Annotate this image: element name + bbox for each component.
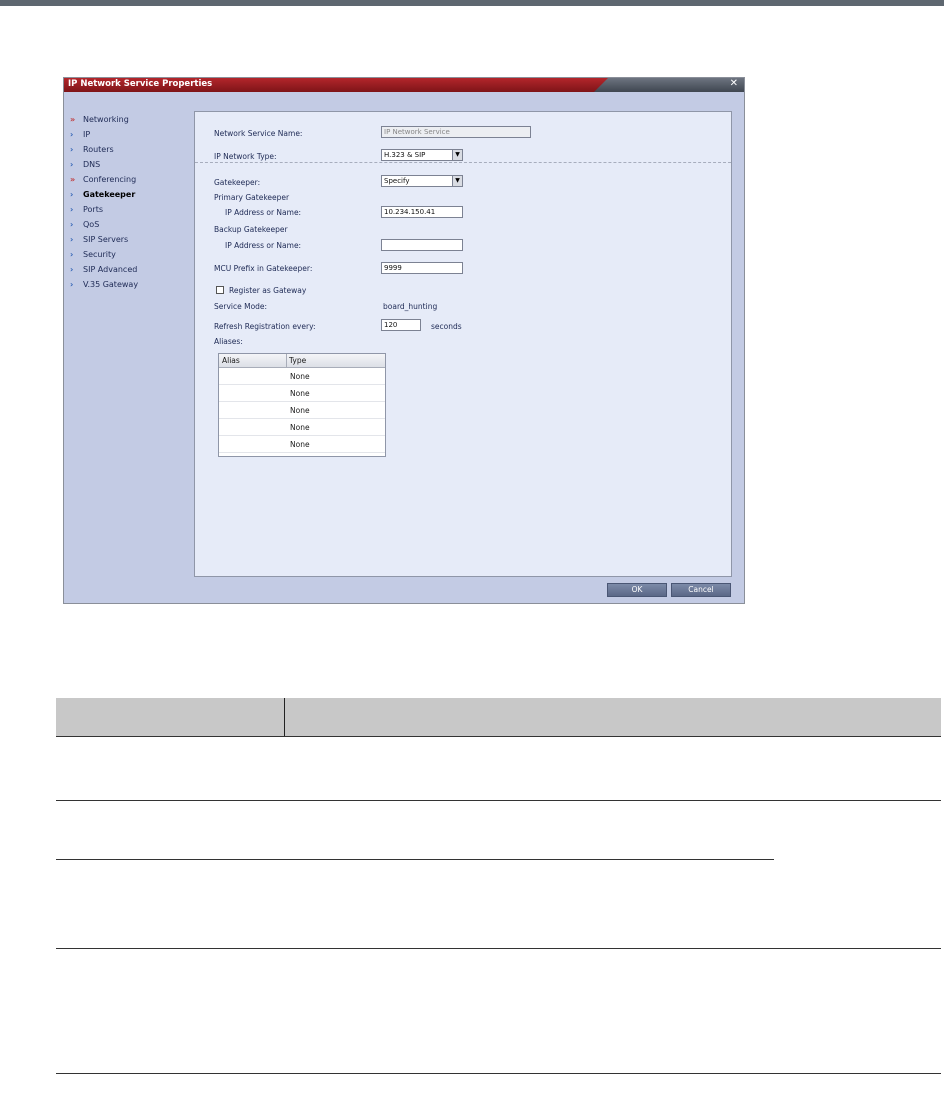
type-cell: None (290, 389, 310, 398)
gatekeeper-panel (194, 111, 732, 577)
alias-column-header[interactable]: Alias (222, 356, 240, 365)
sidebar-item-label: Conferencing (83, 175, 137, 184)
sidebar-item-label: Security (83, 250, 116, 259)
backup-ip-field[interactable] (381, 239, 463, 251)
sidebar-item-label: SIP Advanced (83, 265, 138, 274)
primary-gatekeeper-label: Primary Gatekeeper (214, 193, 290, 202)
sidebar-item-sip-servers[interactable] (70, 232, 190, 247)
aliases-table-body (219, 368, 385, 453)
doc-table-header-divider (284, 698, 285, 736)
sidebar-item-label: DNS (83, 160, 101, 169)
sidebar-item-routers[interactable] (70, 142, 190, 157)
sidebar-item-label: Routers (83, 145, 114, 154)
register-gateway-checkbox[interactable] (216, 286, 224, 294)
type-cell: None (290, 406, 310, 415)
register-gateway-label: Register as Gateway (229, 286, 307, 295)
ip-network-service-dialog (63, 77, 745, 604)
page-top-rule (0, 0, 944, 6)
doc-table-row-rule (56, 736, 941, 737)
doc-table-header (56, 698, 941, 736)
sidebar-item-qos[interactable] (70, 217, 190, 232)
sidebar-item-label: Gatekeeper (83, 190, 136, 199)
sidebar-item-label: Ports (83, 205, 104, 214)
sidebar-item-security[interactable] (70, 247, 190, 262)
titlebar-accent (594, 78, 744, 92)
close-icon[interactable]: ✕ (729, 78, 738, 89)
dialog-title: IP Network Service Properties (68, 79, 213, 89)
refresh-registration-label: Refresh Registration every: (214, 322, 316, 331)
mcu-prefix-field[interactable]: 9999 (381, 262, 463, 274)
aliases-label: Aliases: (214, 337, 243, 346)
table-row[interactable] (219, 368, 385, 385)
chevron-right-icon: › (70, 250, 74, 259)
chevron-right-icon: › (70, 235, 74, 244)
chevron-right-icon: › (70, 160, 74, 169)
cancel-button[interactable]: Cancel (671, 583, 731, 597)
sidebar-item-dns[interactable] (70, 157, 190, 172)
backup-ip-label: IP Address or Name: (225, 241, 302, 250)
table-row[interactable] (219, 419, 385, 436)
doc-table-row-rule (56, 948, 941, 949)
chevron-right-icon: › (70, 190, 74, 199)
aliases-table (218, 353, 386, 457)
chevron-right-icon: › (70, 220, 74, 229)
sidebar-nav (70, 112, 190, 292)
type-cell: None (290, 372, 310, 381)
sidebar-item-v-35-gateway[interactable] (70, 277, 190, 292)
sidebar-item-label: SIP Servers (83, 235, 129, 244)
backup-gatekeeper-label: Backup Gatekeeper (214, 225, 288, 234)
refresh-registration-field[interactable]: 120 (381, 319, 421, 331)
primary-ip-label: IP Address or Name: (225, 208, 302, 217)
refresh-unit-label: seconds (431, 322, 462, 331)
table-row[interactable] (219, 402, 385, 419)
double-chevron-right-icon: » (70, 115, 76, 124)
section-divider (195, 162, 731, 163)
sidebar-item-networking[interactable] (70, 112, 190, 127)
aliases-table-header (219, 354, 385, 368)
sidebar-item-ports[interactable] (70, 202, 190, 217)
sidebar-item-conferencing[interactable] (70, 172, 190, 187)
chevron-right-icon: › (70, 205, 74, 214)
type-cell: None (290, 440, 310, 449)
mcu-prefix-label: MCU Prefix in Gatekeeper: (214, 264, 313, 273)
sidebar-item-gatekeeper[interactable] (70, 187, 190, 202)
ip-network-type-label: IP Network Type: (214, 152, 277, 161)
service-mode-label: Service Mode: (214, 302, 268, 311)
table-row[interactable] (219, 436, 385, 453)
sidebar-item-ip[interactable] (70, 127, 190, 142)
ip-network-type-value: H.323 & SIP (384, 151, 426, 159)
chevron-down-icon[interactable]: ▼ (452, 176, 462, 186)
chevron-right-icon: › (70, 265, 74, 274)
doc-table-row-rule (56, 1073, 941, 1074)
gatekeeper-label: Gatekeeper: (214, 178, 261, 187)
gatekeeper-select[interactable] (381, 175, 463, 187)
doc-table-partial-rule (56, 859, 774, 860)
type-column-header[interactable]: Type (289, 356, 307, 365)
doc-table-row-rule (56, 800, 941, 801)
dialog-titlebar[interactable] (64, 78, 744, 92)
network-service-name-field: IP Network Service (381, 126, 531, 138)
double-chevron-right-icon: » (70, 175, 76, 184)
service-mode-value: board_hunting (383, 302, 438, 311)
sidebar-item-label: QoS (83, 220, 100, 229)
type-cell: None (290, 423, 310, 432)
ok-button[interactable]: OK (607, 583, 667, 597)
chevron-right-icon: › (70, 130, 74, 139)
primary-ip-field[interactable]: 10.234.150.41 (381, 206, 463, 218)
chevron-down-icon[interactable]: ▼ (452, 150, 462, 160)
ip-network-type-select[interactable] (381, 149, 463, 161)
chevron-right-icon: › (70, 145, 74, 154)
table-row[interactable] (219, 385, 385, 402)
sidebar-item-label: Networking (83, 115, 129, 124)
network-service-name-label: Network Service Name: (214, 129, 303, 138)
sidebar-item-label: IP (83, 130, 91, 139)
column-separator (286, 354, 287, 368)
chevron-right-icon: › (70, 280, 74, 289)
gatekeeper-value: Specify (384, 177, 410, 185)
sidebar-item-label: V.35 Gateway (83, 280, 139, 289)
sidebar-item-sip-advanced[interactable] (70, 262, 190, 277)
